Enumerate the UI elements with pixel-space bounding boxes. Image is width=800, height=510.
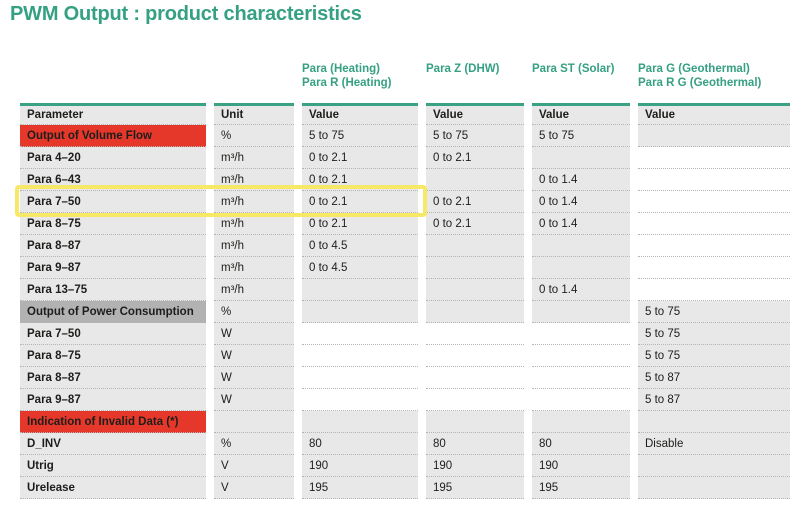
value-cell <box>426 389 524 411</box>
value-cell <box>638 411 790 433</box>
value-cell <box>302 389 418 411</box>
value-cell: 190 <box>426 455 524 477</box>
unit-cell: W <box>214 367 294 389</box>
value-cell <box>426 235 524 257</box>
value-cell: 0 to 2.1 <box>302 147 418 169</box>
header-value: Value <box>532 103 630 125</box>
param-cell: Para 8–87 <box>20 367 206 389</box>
column-group-headers <box>20 62 790 103</box>
value-cell: 0 to 1.4 <box>532 213 630 235</box>
value-cell: 190 <box>532 455 630 477</box>
column-group-header-line: Para R (Heating) <box>302 77 392 89</box>
unit-cell: m³/h <box>214 257 294 279</box>
unit-cell: W <box>214 389 294 411</box>
table-row <box>20 125 790 147</box>
value-cell: 0 to 4.5 <box>302 235 418 257</box>
value-cell: 5 to 75 <box>638 345 790 367</box>
table-row <box>20 147 790 169</box>
unit-cell: % <box>214 125 294 147</box>
column-group-header-line: Para (Heating) <box>302 63 380 75</box>
value-cell: 0 to 1.4 <box>532 169 630 191</box>
param-cell: Urelease <box>20 477 206 499</box>
header-value: Value <box>638 103 790 125</box>
value-cell: 80 <box>426 433 524 455</box>
value-cell <box>426 279 524 301</box>
value-cell <box>638 257 790 279</box>
value-cell: 190 <box>302 455 418 477</box>
value-cell <box>426 367 524 389</box>
value-cell <box>532 257 630 279</box>
param-cell: D_INV <box>20 433 206 455</box>
unit-cell: m³/h <box>214 147 294 169</box>
table-row <box>20 213 790 235</box>
param-cell: Para 9–87 <box>20 389 206 411</box>
value-cell: 0 to 2.1 <box>302 191 418 213</box>
value-cell <box>638 455 790 477</box>
value-cell: 80 <box>302 433 418 455</box>
value-cell: 0 to 1.4 <box>532 279 630 301</box>
header-value: Value <box>426 103 524 125</box>
value-cell <box>638 279 790 301</box>
param-cell: Para 8–87 <box>20 235 206 257</box>
column-group-header-line: Para ST (Solar) <box>532 63 615 75</box>
value-cell: 195 <box>426 477 524 499</box>
table-row <box>20 169 790 191</box>
value-cell: 195 <box>532 477 630 499</box>
value-cell: 5 to 75 <box>532 125 630 147</box>
table-row <box>20 279 790 301</box>
section-header-cell: Output of Volume Flow <box>20 125 206 147</box>
value-cell <box>302 367 418 389</box>
value-cell <box>638 147 790 169</box>
value-cell <box>638 235 790 257</box>
value-cell <box>532 147 630 169</box>
table-row <box>20 345 790 367</box>
value-cell <box>426 323 524 345</box>
value-cell <box>638 191 790 213</box>
table-row <box>20 411 790 433</box>
table-header-row <box>20 103 790 125</box>
value-cell: 0 to 2.1 <box>426 191 524 213</box>
table-row <box>20 367 790 389</box>
unit-cell: m³/h <box>214 213 294 235</box>
unit-cell: W <box>214 345 294 367</box>
param-cell: Para 9–87 <box>20 257 206 279</box>
unit-cell: m³/h <box>214 279 294 301</box>
column-group-header <box>638 62 790 103</box>
value-cell <box>532 411 630 433</box>
characteristics-table <box>20 62 790 499</box>
table-body <box>20 125 790 499</box>
param-cell: Utrig <box>20 455 206 477</box>
unit-cell: % <box>214 301 294 323</box>
table-row <box>20 301 790 323</box>
table-row <box>20 389 790 411</box>
param-cell: Para 8–75 <box>20 345 206 367</box>
column-group-header-line: Para G (Geothermal) <box>638 63 750 75</box>
value-cell <box>532 323 630 345</box>
unit-cell: m³/h <box>214 169 294 191</box>
unit-cell: % <box>214 433 294 455</box>
value-cell <box>302 323 418 345</box>
value-cell <box>426 169 524 191</box>
value-cell: 5 to 87 <box>638 367 790 389</box>
value-cell: 5 to 87 <box>638 389 790 411</box>
unit-cell: m³/h <box>214 191 294 213</box>
value-cell <box>532 235 630 257</box>
value-cell <box>302 345 418 367</box>
section-header-cell: Indication of Invalid Data (*) <box>20 411 206 433</box>
unit-cell: V <box>214 477 294 499</box>
value-cell <box>532 301 630 323</box>
param-cell: Para 4–20 <box>20 147 206 169</box>
column-group-header <box>532 62 630 103</box>
param-cell: Para 7–50 <box>20 191 206 213</box>
header-unit: Unit <box>214 103 294 125</box>
column-group-header <box>302 62 418 103</box>
value-cell <box>638 477 790 499</box>
value-cell: 195 <box>302 477 418 499</box>
section-header-cell: Output of Power Consumption <box>20 301 206 323</box>
value-cell: 5 to 75 <box>638 301 790 323</box>
value-cell: 0 to 2.1 <box>426 147 524 169</box>
unit-cell: V <box>214 455 294 477</box>
value-cell: 5 to 75 <box>426 125 524 147</box>
value-cell <box>532 389 630 411</box>
param-cell: Para 6–43 <box>20 169 206 191</box>
group-header-spacer <box>214 62 294 103</box>
table-row <box>20 257 790 279</box>
table-row <box>20 433 790 455</box>
value-cell: 0 to 2.1 <box>302 213 418 235</box>
column-group-header <box>426 62 524 103</box>
value-cell: 5 to 75 <box>638 323 790 345</box>
value-cell: Disable <box>638 433 790 455</box>
value-cell: 0 to 4.5 <box>302 257 418 279</box>
header-parameter: Parameter <box>20 103 206 125</box>
table-row <box>20 477 790 499</box>
param-cell: Para 8–75 <box>20 213 206 235</box>
value-cell: 0 to 2.1 <box>302 169 418 191</box>
value-cell <box>302 301 418 323</box>
value-cell: 0 to 1.4 <box>532 191 630 213</box>
param-cell: Para 7–50 <box>20 323 206 345</box>
value-cell <box>638 125 790 147</box>
value-cell <box>638 213 790 235</box>
table-row <box>20 455 790 477</box>
value-cell <box>426 257 524 279</box>
column-group-header-line: Para R G (Geothermal) <box>638 77 762 89</box>
page-title: PWM Output : product characteristics <box>10 3 362 25</box>
header-value: Value <box>302 103 418 125</box>
value-cell <box>426 411 524 433</box>
unit-cell <box>214 411 294 433</box>
value-cell <box>532 345 630 367</box>
value-cell: 0 to 2.1 <box>426 213 524 235</box>
table-row <box>20 235 790 257</box>
group-header-spacer <box>20 62 206 103</box>
value-cell <box>426 301 524 323</box>
param-cell: Para 13–75 <box>20 279 206 301</box>
value-cell <box>302 279 418 301</box>
value-cell <box>426 345 524 367</box>
unit-cell: W <box>214 323 294 345</box>
value-cell <box>638 169 790 191</box>
table-row <box>20 323 790 345</box>
unit-cell: m³/h <box>214 235 294 257</box>
column-group-header-line: Para Z (DHW) <box>426 63 500 75</box>
value-cell <box>302 411 418 433</box>
table-row <box>20 191 790 213</box>
value-cell: 80 <box>532 433 630 455</box>
value-cell <box>532 367 630 389</box>
value-cell: 5 to 75 <box>302 125 418 147</box>
